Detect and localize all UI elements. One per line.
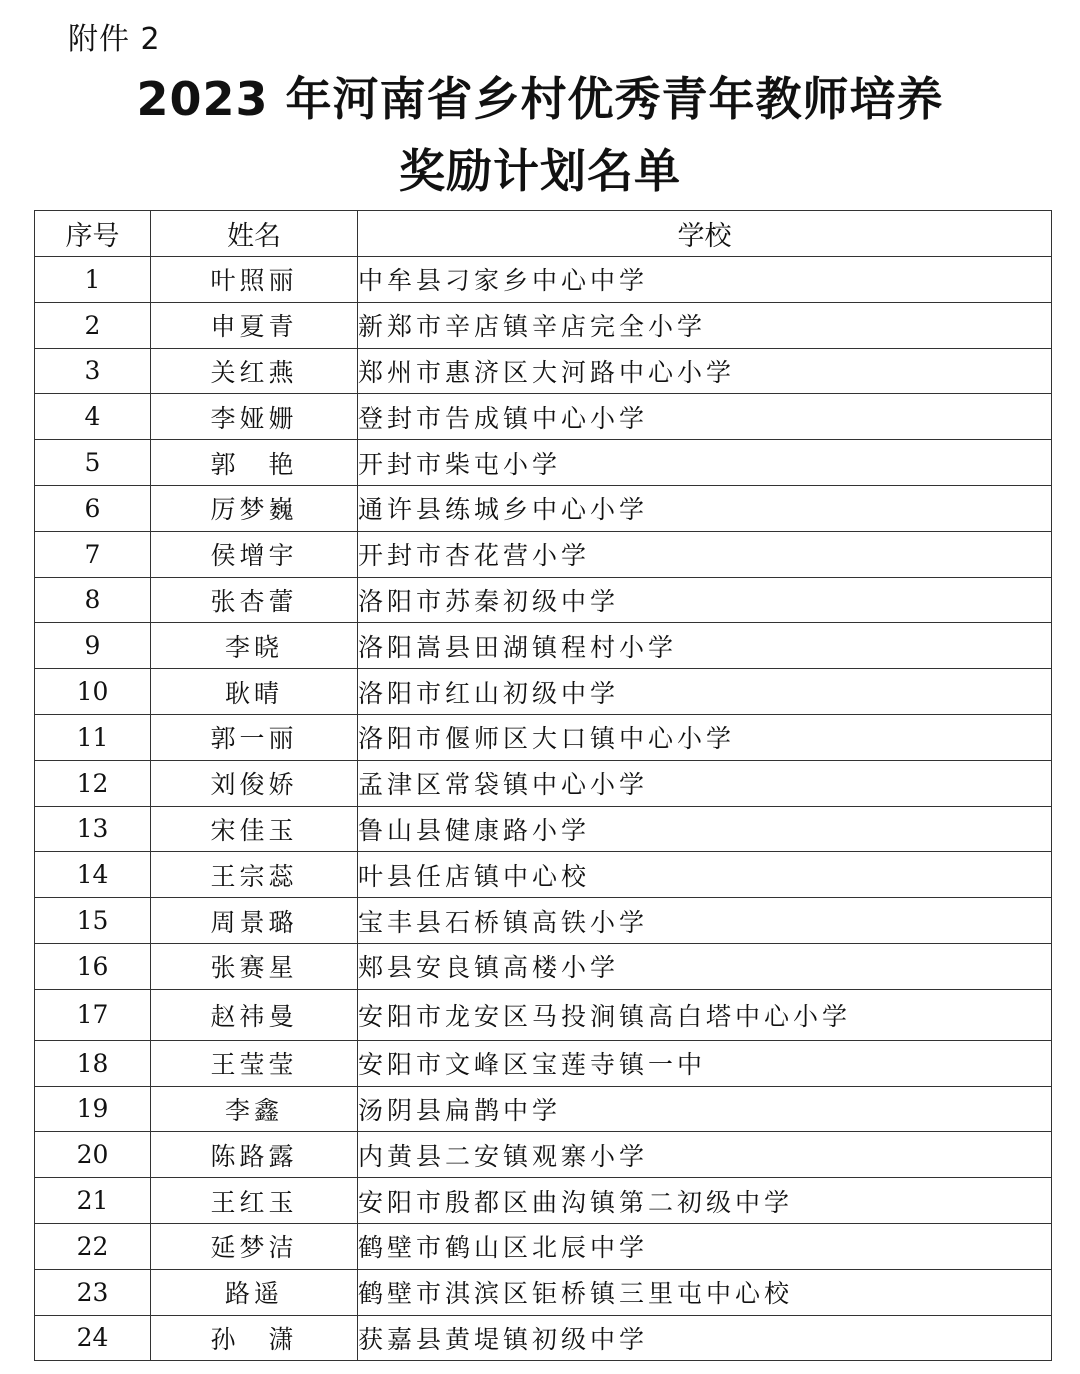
table-row bbox=[35, 1223, 1052, 1269]
teacher-name-cell: 路遥 bbox=[151, 1269, 358, 1315]
school-column-header: 学校 bbox=[358, 211, 1052, 257]
table-row bbox=[35, 898, 1052, 944]
row-index-cell: 1 bbox=[35, 257, 151, 303]
teacher-name-cell: 李娅姗 bbox=[151, 394, 358, 440]
table-row bbox=[35, 760, 1052, 806]
table-row bbox=[35, 1178, 1052, 1224]
row-index-cell: 13 bbox=[35, 806, 151, 852]
row-index-cell: 7 bbox=[35, 531, 151, 577]
school-name-cell: 开封市柴屯小学 bbox=[358, 440, 1052, 486]
table-row bbox=[35, 943, 1052, 989]
table-row bbox=[35, 1315, 1052, 1361]
table-row bbox=[35, 348, 1052, 394]
teacher-name-cell: 厉梦巍 bbox=[151, 485, 358, 531]
teacher-name-cell: 李鑫 bbox=[151, 1086, 358, 1132]
table-row bbox=[35, 485, 1052, 531]
teacher-name-cell: 关红燕 bbox=[151, 348, 358, 394]
row-index-cell: 18 bbox=[35, 1040, 151, 1086]
row-index-cell: 10 bbox=[35, 669, 151, 715]
school-name-cell: 洛阳嵩县田湖镇程村小学 bbox=[358, 623, 1052, 669]
row-index-cell: 6 bbox=[35, 485, 151, 531]
attachment-label: 附件 2 bbox=[68, 22, 161, 57]
school-name-cell: 洛阳市偃师区大口镇中心小学 bbox=[358, 714, 1052, 760]
school-name-cell: 通许县练城乡中心小学 bbox=[358, 485, 1052, 531]
table-row bbox=[35, 1269, 1052, 1315]
row-index-cell: 16 bbox=[35, 943, 151, 989]
school-name-cell: 洛阳市红山初级中学 bbox=[358, 669, 1052, 715]
teacher-name-cell: 宋佳玉 bbox=[151, 806, 358, 852]
teacher-name-cell: 张赛星 bbox=[151, 943, 358, 989]
row-index-cell: 24 bbox=[35, 1315, 151, 1361]
teacher-name-cell: 陈路露 bbox=[151, 1132, 358, 1178]
name-column-header: 姓名 bbox=[151, 211, 358, 257]
teacher-name-cell: 王红玉 bbox=[151, 1178, 358, 1224]
table-body bbox=[35, 257, 1052, 1361]
row-index-cell: 2 bbox=[35, 302, 151, 348]
row-index-cell: 20 bbox=[35, 1132, 151, 1178]
table-row bbox=[35, 257, 1052, 303]
table-row bbox=[35, 577, 1052, 623]
row-index-cell: 17 bbox=[35, 989, 151, 1040]
table-row bbox=[35, 989, 1052, 1040]
teacher-name-cell: 申夏青 bbox=[151, 302, 358, 348]
table-row bbox=[35, 623, 1052, 669]
school-name-cell: 叶县任店镇中心校 bbox=[358, 852, 1052, 898]
teacher-name-cell: 孙 潇 bbox=[151, 1315, 358, 1361]
document-title-line-1: 2023 年河南省乡村优秀青年教师培养 bbox=[136, 72, 944, 126]
table-row bbox=[35, 531, 1052, 577]
row-index-cell: 11 bbox=[35, 714, 151, 760]
table-row bbox=[35, 669, 1052, 715]
teacher-roster-table bbox=[34, 210, 1052, 1361]
teacher-name-cell: 刘俊娇 bbox=[151, 760, 358, 806]
school-name-cell: 洛阳市苏秦初级中学 bbox=[358, 577, 1052, 623]
table-header-row bbox=[35, 211, 1052, 257]
row-index-cell: 19 bbox=[35, 1086, 151, 1132]
school-name-cell: 安阳市文峰区宝莲寺镇一中 bbox=[358, 1040, 1052, 1086]
table-row bbox=[35, 714, 1052, 760]
row-index-cell: 12 bbox=[35, 760, 151, 806]
school-name-cell: 鲁山县健康路小学 bbox=[358, 806, 1052, 852]
table-row bbox=[35, 394, 1052, 440]
teacher-name-cell: 周景璐 bbox=[151, 898, 358, 944]
row-index-cell: 23 bbox=[35, 1269, 151, 1315]
table-row bbox=[35, 1040, 1052, 1086]
school-name-cell: 孟津区常袋镇中心小学 bbox=[358, 760, 1052, 806]
row-index-cell: 4 bbox=[35, 394, 151, 440]
school-name-cell: 郏县安良镇高楼小学 bbox=[358, 943, 1052, 989]
school-name-cell: 鹤壁市鹤山区北辰中学 bbox=[358, 1223, 1052, 1269]
teacher-name-cell: 郭 艳 bbox=[151, 440, 358, 486]
school-name-cell: 登封市告成镇中心小学 bbox=[358, 394, 1052, 440]
index-column-header: 序号 bbox=[35, 211, 151, 257]
row-index-cell: 5 bbox=[35, 440, 151, 486]
row-index-cell: 14 bbox=[35, 852, 151, 898]
table-row bbox=[35, 302, 1052, 348]
school-name-cell: 安阳市殷都区曲沟镇第二初级中学 bbox=[358, 1178, 1052, 1224]
teacher-name-cell: 王宗蕊 bbox=[151, 852, 358, 898]
teacher-name-cell: 赵祎曼 bbox=[151, 989, 358, 1040]
school-name-cell: 中牟县刁家乡中心中学 bbox=[358, 257, 1052, 303]
teacher-name-cell: 王莹莹 bbox=[151, 1040, 358, 1086]
teacher-name-cell: 侯增宇 bbox=[151, 531, 358, 577]
teacher-name-cell: 耿晴 bbox=[151, 669, 358, 715]
teacher-name-cell: 叶照丽 bbox=[151, 257, 358, 303]
school-name-cell: 宝丰县石桥镇高铁小学 bbox=[358, 898, 1052, 944]
school-name-cell: 新郑市辛店镇辛店完全小学 bbox=[358, 302, 1052, 348]
school-name-cell: 安阳市龙安区马投涧镇高白塔中心小学 bbox=[358, 989, 1052, 1040]
school-name-cell: 获嘉县黄堤镇初级中学 bbox=[358, 1315, 1052, 1361]
table-row bbox=[35, 1086, 1052, 1132]
table-row bbox=[35, 806, 1052, 852]
school-name-cell: 内黄县二安镇观寨小学 bbox=[358, 1132, 1052, 1178]
row-index-cell: 8 bbox=[35, 577, 151, 623]
teacher-name-cell: 李晓 bbox=[151, 623, 358, 669]
school-name-cell: 开封市杏花营小学 bbox=[358, 531, 1052, 577]
row-index-cell: 15 bbox=[35, 898, 151, 944]
school-name-cell: 郑州市惠济区大河路中心小学 bbox=[358, 348, 1052, 394]
row-index-cell: 3 bbox=[35, 348, 151, 394]
teacher-name-cell: 张杏蕾 bbox=[151, 577, 358, 623]
table-row bbox=[35, 440, 1052, 486]
document-title-line-2: 奖励计划名单 bbox=[399, 144, 681, 198]
row-index-cell: 21 bbox=[35, 1178, 151, 1224]
school-name-cell: 汤阴县扁鹊中学 bbox=[358, 1086, 1052, 1132]
row-index-cell: 22 bbox=[35, 1223, 151, 1269]
table-row bbox=[35, 1132, 1052, 1178]
row-index-cell: 9 bbox=[35, 623, 151, 669]
teacher-name-cell: 延梦洁 bbox=[151, 1223, 358, 1269]
teacher-name-cell: 郭一丽 bbox=[151, 714, 358, 760]
table-row bbox=[35, 852, 1052, 898]
school-name-cell: 鹤壁市淇滨区钜桥镇三里屯中心校 bbox=[358, 1269, 1052, 1315]
